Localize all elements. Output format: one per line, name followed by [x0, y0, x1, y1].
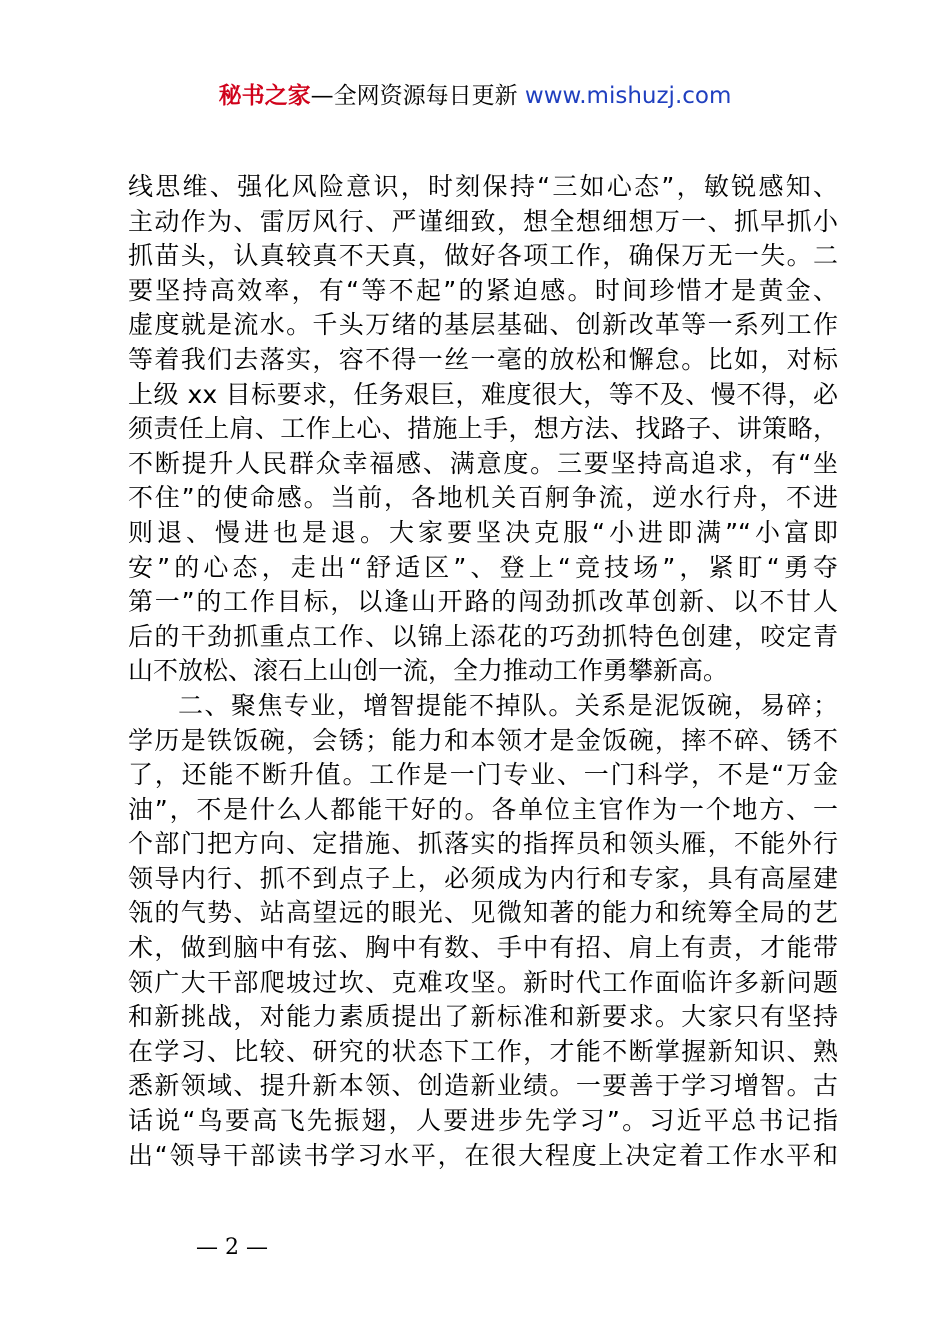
text-line: 虚度就是流水。千头万绪的基层基础、创新改革等一系列工作: [128, 310, 838, 340]
page-number: — 2 —: [196, 1235, 268, 1260]
header-site-link[interactable]: www.mishuzj.com: [524, 83, 732, 109]
text-line: 第一”的工作目标，以逢山开路的闯劲抓改革创新、以不甘人: [128, 587, 838, 617]
text-line: 话说“鸟要高飞先振翅，人要进步先学习”。习近平总书记指: [128, 1106, 838, 1136]
text-line: 安”的心态，走出“舒适区”、登上“竞技场”，紧盯“勇夺: [128, 552, 838, 582]
text-line: 油”，不是什么人都能干好的。各单位主官作为一个地方、一: [128, 794, 838, 824]
text-line: 领导内行、抓不到点子上，必须成为内行和专家，具有高屋建: [128, 863, 838, 893]
header-brand: 秘书之家: [218, 83, 311, 109]
text-line: 上级 xx 目标要求，任务艰巨，难度很大，等不及、慢不得，必: [128, 379, 838, 409]
text-line: 出“领导干部读书学习水平，在很大程度上决定着工作水平和: [128, 1140, 838, 1170]
text-line: 山不放松、滚石上山创一流，全力推动工作勇攀新高。: [128, 656, 729, 686]
text-line: 学历是铁饭碗，会锈；能力和本领才是金饭碗，摔不碎、锈不: [128, 725, 838, 755]
text-line: 不住”的使命感。当前，各地机关百舸争流，逆水行舟，不进: [128, 483, 838, 513]
text-line: 须责任上肩、工作上心、措施上手，想方法、找路子、讲策略，: [128, 414, 838, 444]
text-line: 术，做到脑中有弦、胸中有数、手中有招、肩上有责，才能带: [128, 933, 838, 963]
text-line: 在学习、比较、研究的状态下工作，才能不断掌握新知识、熟: [128, 1036, 838, 1066]
text-line: 线思维、强化风险意识，时刻保持“三如心态”，敏锐感知、: [128, 172, 838, 201]
text-line: 抓苗头，认真较真不天真，做好各项工作，确保万无一失。二: [128, 241, 838, 271]
text-line: 等着我们去落实，容不得一丝一毫的放松和懈怠。比如，对标: [128, 344, 838, 374]
text-line: 悉新领域、提升新本领、创造新业绩。一要善于学习增智。古: [128, 1071, 838, 1101]
text-line: 后的干劲抓重点工作、以锦上添花的巧劲抓特色创建，咬定青: [128, 621, 838, 651]
text-line: 要坚持高效率，有“等不起”的紧迫感。时间珍惜才是黄金、: [128, 275, 838, 305]
header-tagline: —全网资源每日更新: [310, 83, 525, 109]
section-heading-line: 二、聚焦专业，增智提能不掉队。关系是泥饭碗，易碎；: [178, 690, 838, 720]
document-body: [128, 170, 838, 1173]
text-line: 则退、慢进也是退。大家要坚决克服“小进即满”“小富即: [128, 517, 838, 547]
text-line: 主动作为、雷厉风行、严谨细致，想全想细想万一、抓早抓小: [128, 206, 838, 236]
text-line: 领广大干部爬坡过坎、克难攻坚。新时代工作面临许多新问题: [128, 967, 838, 997]
page-header: [0, 80, 950, 112]
text-line: 不断提升人民群众幸福感、满意度。三要坚持高追求，有“坐: [128, 448, 838, 478]
text-line: 和新挑战，对能力素质提出了新标准和新要求。大家只有坚持: [128, 1002, 838, 1032]
text-line: 了，还能不断升值。工作是一门专业、一门科学，不是“万金: [128, 760, 838, 790]
text-line: 瓴的气势、站高望远的眼光、见微知著的能力和统筹全局的艺: [128, 898, 838, 928]
text-line: 个部门把方向、定措施、抓落实的指挥员和领头雁，不能外行: [128, 829, 838, 859]
